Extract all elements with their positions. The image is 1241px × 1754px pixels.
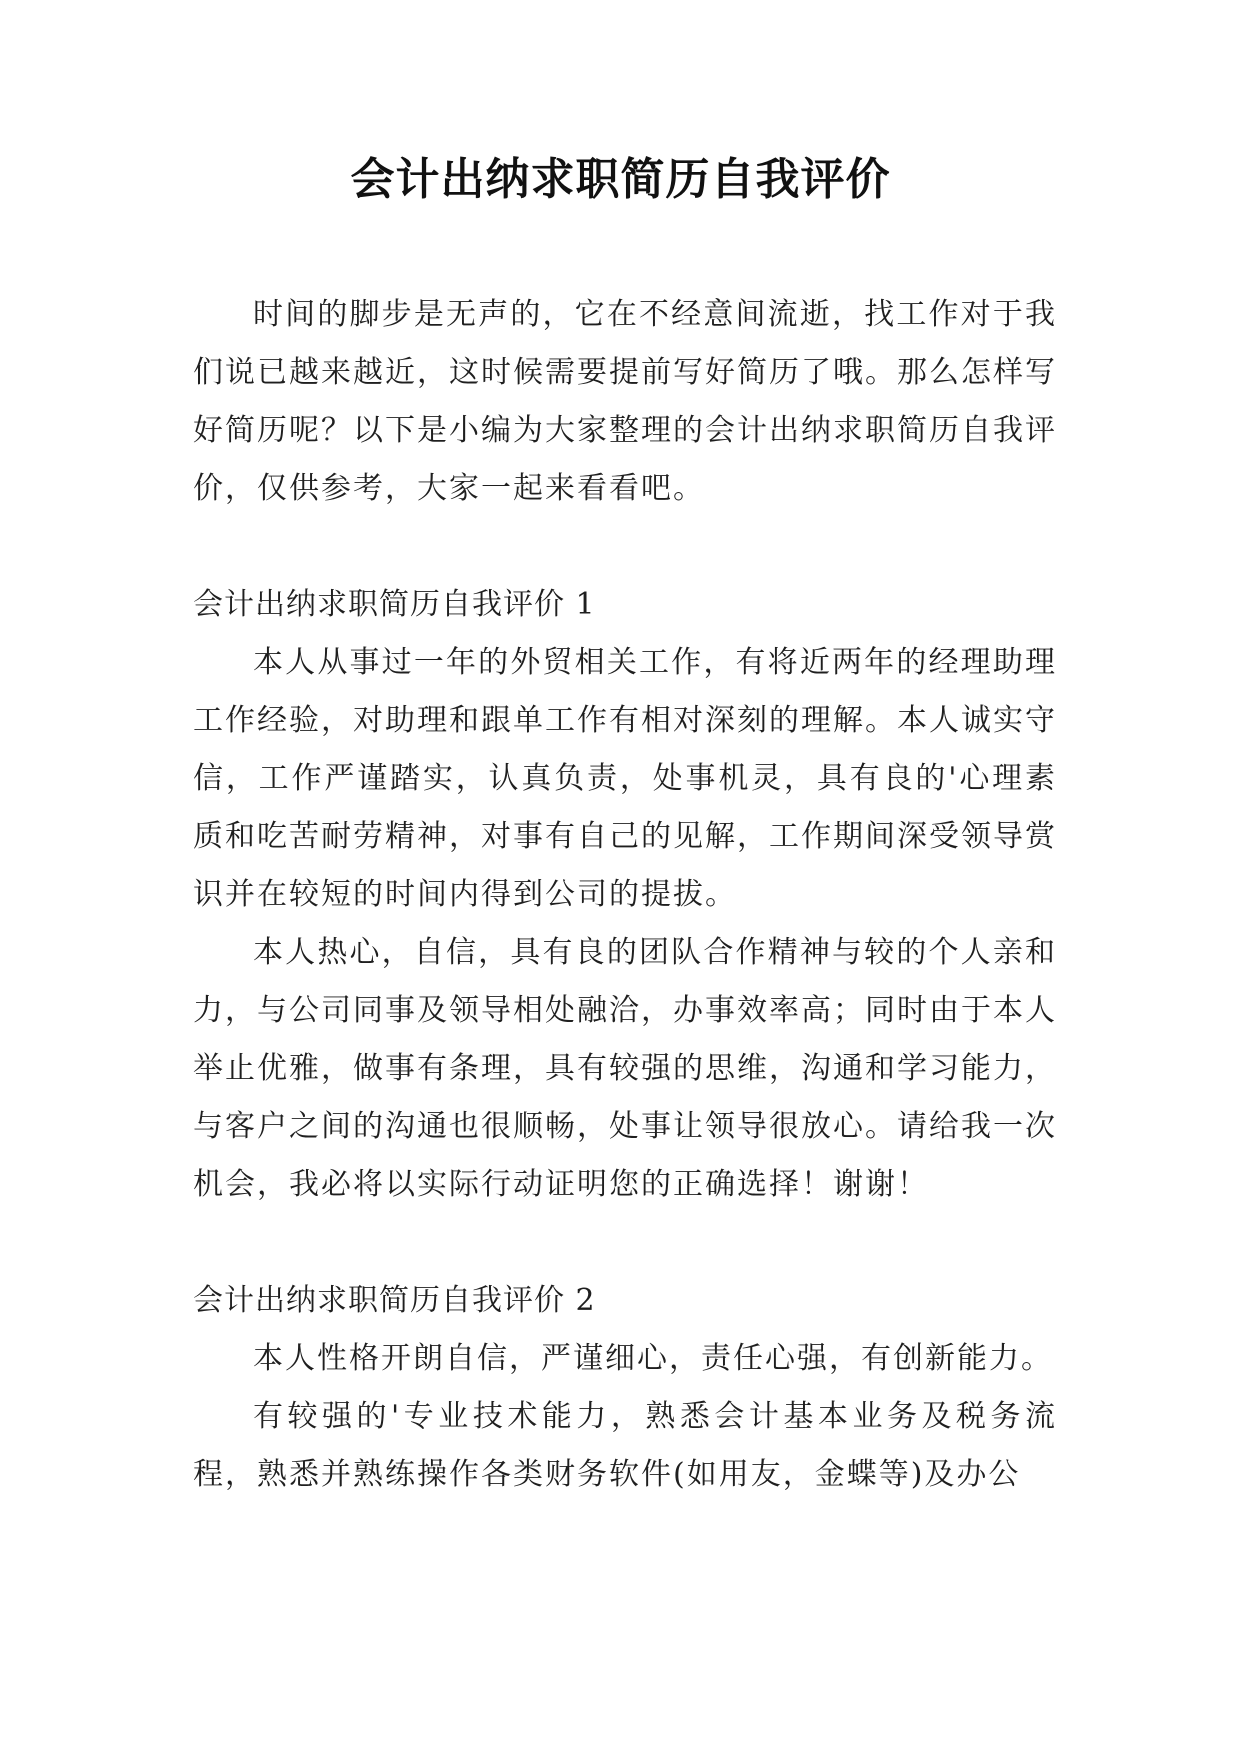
document-body xyxy=(193,286,1057,1504)
section-heading: 会计出纳求职简历自我评价 1 xyxy=(193,587,596,622)
section-1 xyxy=(193,576,1057,1214)
section-spacer xyxy=(193,518,1057,576)
body-paragraph: 有较强的'专业技术能力，熟悉会计基本业务及税务流程，熟悉并熟练操作各类财务软件(如用友，金蝶等)及办公 xyxy=(193,1399,1057,1492)
section-heading: 会计出纳求职简历自我评价 2 xyxy=(193,1283,596,1318)
intro-paragraph: 时间的脚步是无声的，它在不经意间流逝，找工作对于我们说已越来越近，这时候需要提前写好简历了哦。那么怎样写好简历呢？以下是小编为大家整理的会计出纳求职简历自我评价，仅供参考，大家一起来看看吧。 xyxy=(193,297,1057,506)
body-paragraph: 本人从事过一年的外贸相关工作，有将近两年的经理助理工作经验，对助理和跟单工作有相对深刻的理解。本人诚实守信，工作严谨踏实，认真负责，处事机灵，具有良的'心理素质和吃苦耐劳精神，对事有自己的见解，工作期间深受领导赏识并在较短的时间内得到公司的提拔。 xyxy=(193,645,1057,912)
section-2 xyxy=(193,1272,1057,1504)
document-title: 会计出纳求职简历自我评价 xyxy=(350,154,891,205)
body-paragraph: 本人性格开朗自信，严谨细心，责任心强，有创新能力。 xyxy=(253,1341,1053,1376)
body-paragraph: 本人热心，自信，具有良的团队合作精神与较的个人亲和力，与公司同事及领导相处融洽，办事效率高；同时由于本人举止优雅，做事有条理，具有较强的思维，沟通和学习能力，与客户之间的沟通也很顺畅，处事让领导很放心。请给我一次机会，我必将以实际行动证明您的正确选择！谢谢！ xyxy=(193,935,1057,1202)
section-spacer xyxy=(193,1214,1057,1272)
